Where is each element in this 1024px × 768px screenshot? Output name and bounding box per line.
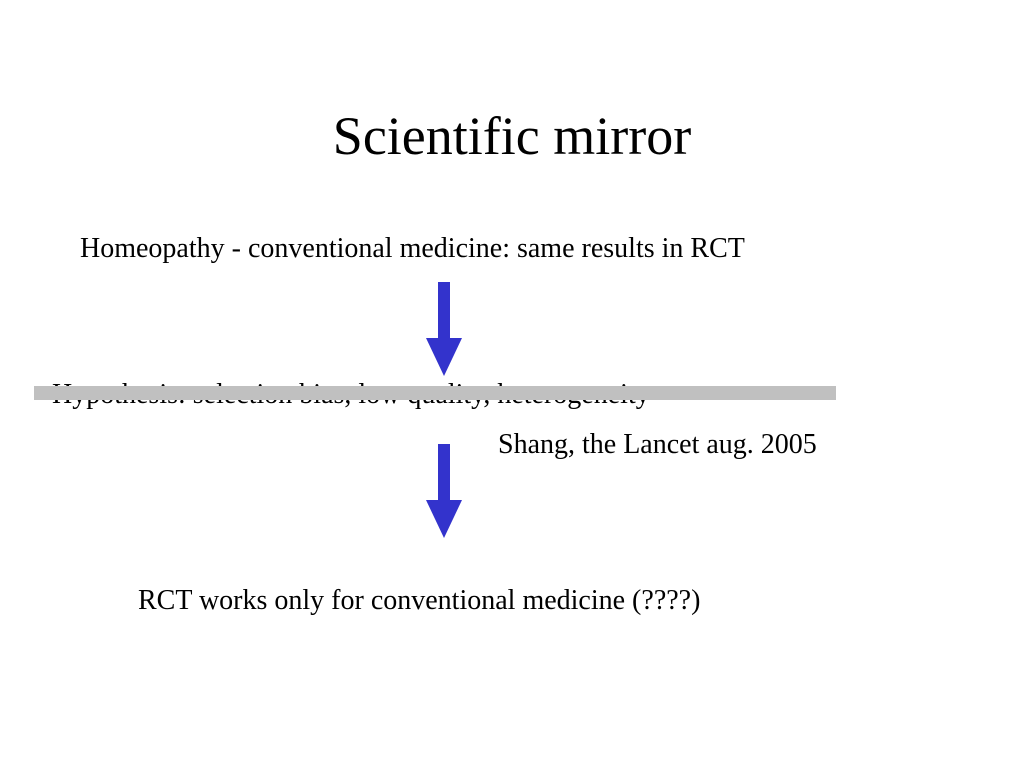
conclusion-text: RCT works only for conventional medicine (????) <box>138 585 701 616</box>
strikethrough-bar <box>34 386 836 400</box>
premise-text: Homeopathy - conventional medicine: same results in RCT <box>80 233 745 264</box>
arrow-down-icon <box>426 444 462 538</box>
slide-title: Scientific mirror <box>332 106 692 166</box>
citation-text: Shang, the Lancet aug. 2005 <box>498 429 817 460</box>
arrow-down-icon <box>426 282 462 376</box>
